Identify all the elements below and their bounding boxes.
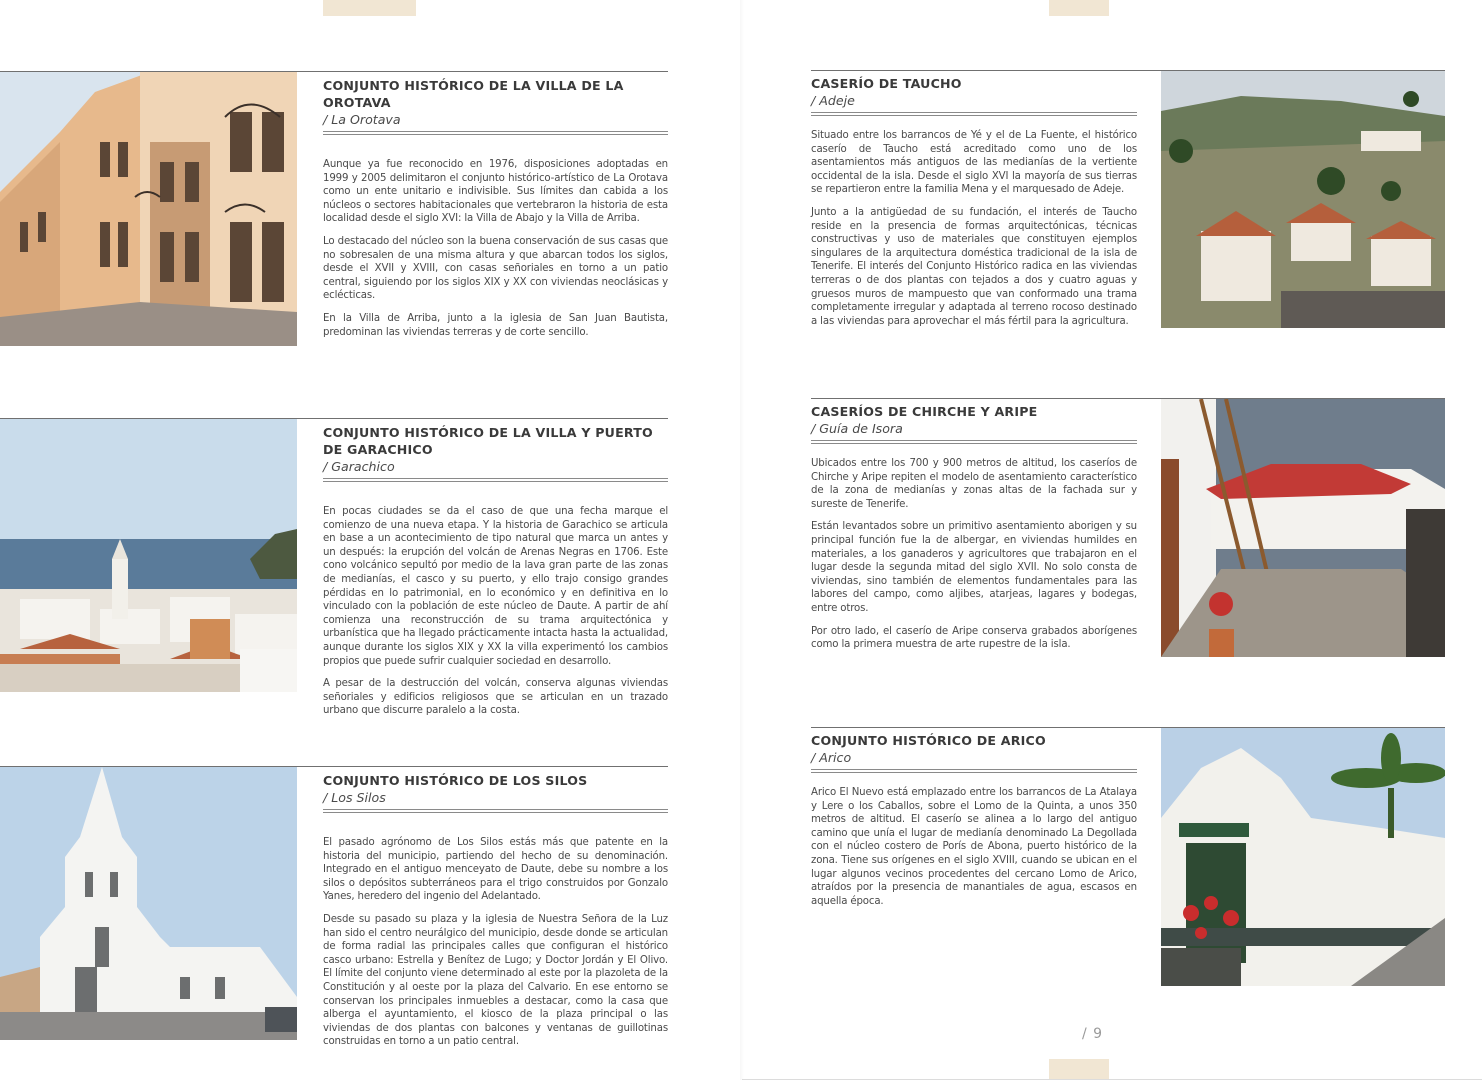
entry-location: / Garachico: [323, 459, 395, 474]
entry-arico: [811, 727, 1445, 987]
entry-location: / Arico: [811, 750, 852, 765]
title-double-rule: [323, 809, 668, 813]
entry-title: CONJUNTO HISTÓRICO DE ARICO: [811, 733, 1046, 748]
entry-text: [323, 424, 668, 718]
paragraph: Aunque ya fue reconocido en 1976, disposiciones adoptadas en 1999 y 2005 delimitaron el conjunto histórico-artístico de La Orotava como un ente unitario e indivisible. Sus límites dan cabida a los núcleos o sectores habitacionales que vertebraron la historia de esta localidad desde el siglo XVI: la Villa de Abajo y la Villa de Arriba.: [323, 159, 668, 225]
entry-title: CONJUNTO HISTÓRICO DE LA VILLA Y PUERTO DE GARACHICO: [323, 425, 653, 457]
paragraph: Junto a la antigüedad de su fundación, el interés de Taucho reside en la presencia de formas arquitectónicas, técnicas constructivas y uso de materiales que constituyen ejemplos singulares de la arquitectura doméstica tradicional de la isla de Tenerife. El interés del Conjunto Histórico radica en las viviendas terreras o de dos plantas con tejados a dos y cuatro aguas y gruesos muros de mampuesto que van conformado una trama completamente irregular y adaptada al terreno rocoso destinado a las viviendas para aprovechar el más fértil para la agricultura.: [811, 206, 1137, 327]
entry-location: / Los Silos: [323, 790, 386, 805]
entry-text: [323, 77, 668, 339]
title-double-rule: [811, 112, 1137, 116]
title-double-rule: [323, 131, 668, 135]
paragraph: Están levantados sobre un primitivo asentamiento aborigen y su principal función fue la de albergar, en viviendas humildes en materiales, a los ganaderos y agricultores que trabajaron en el lugar desde la segunda mitad del siglo XVII. No solo consta de viviendas, sino también de elementos fundamentales para las labores del campo, como aljibes, atarjeas, lagares y bodegas, entre otros.: [811, 521, 1137, 614]
paragraph: Situado entre los barrancos de Yé y el de La Fuente, el histórico caserío de Taucho está acreditado como uno de los asentamientos más antiguos de las medianías de la vertiente occidental de la isla. Desde el siglo XVI la mayoría de sus tierras se repartieron entre la familia Mena y el marquesado de Adeje.: [811, 130, 1137, 196]
entry-title: CONJUNTO HISTÓRICO DE LOS SILOS: [323, 773, 588, 788]
photo-taucho: [1161, 71, 1445, 328]
entry-taucho: [811, 70, 1445, 330]
entry-location: / La Orotava: [323, 112, 401, 127]
entry-text: [811, 403, 1137, 652]
photo-chirche-aripe: [1161, 399, 1445, 657]
photo-los-silos: [0, 767, 297, 1040]
photo-arico: [1161, 728, 1445, 986]
paragraph: En la Villa de Arriba, junto a la iglesia de San Juan Bautista, predominan las viviendas terreras y de corte sencillo.: [323, 312, 668, 338]
title-double-rule: [811, 440, 1137, 444]
entry-text: [811, 75, 1137, 328]
page-number: / 9: [1082, 1026, 1104, 1042]
title-double-rule: [811, 769, 1137, 773]
entry-text: [811, 732, 1137, 908]
paragraph: En pocas ciudades se da el caso de que una fecha marque el comienzo de una nueva etapa. Y la historia de Garachico se articula en base a un acontecimiento de tipo natural que marca un antes y un después: la erupción del volcán de Arenas Negras en 1706. Este cono volcánico sepultó por medio de la lava gran parte de las zonas de medianías, el casco y su puerto, y ello trajo consigo grandes pérdidas en lo patrimonial, en lo económico y en definitiva en lo vinculado con la población de este núcleo de Daute. A partir de ahí comienza una reconstrucción de su trama arquitectónica y urbanística que ha llegado prácticamente intacta hasta la actualidad, aunque durante los siglos XIX y XX la villa experimentó los cambios propios que puede sufrir cualquier sociedad en desarrollo.: [323, 506, 668, 667]
photo-la-orotava: [0, 72, 297, 346]
paragraph: Arico El Nuevo está emplazado entre los barrancos de La Atalaya y Lere o los Caballos, sobre el Lomo de la Quinta, a unos 350 metros de altitud. El caserío se alinea a lo largo del antiguo camino que unía el lugar de medianía denominado La Degollada con el núcleo costero de Porís de Abona, puerto histórico de la zona. Tiene sus orígenes en el siglo XVIII, cuando se ubican en el lugar algunos vecinos procedentes del cercano Lomo de Arico, atraídos por la presencia de manantiales de agua, escasos en aquella época.: [811, 787, 1137, 907]
entry-la-orotava: [0, 71, 668, 346]
photo-garachico: [0, 419, 297, 692]
entry-chirche-aripe: [811, 398, 1445, 660]
paragraph: Ubicados entre los 700 y 900 metros de altitud, los caseríos de Chirche y Aripe repiten el modelo de asentamiento característico de la zona de medianías y zonas altas de la fachada sur y sureste de Tenerife.: [811, 458, 1137, 510]
top-tab-right: [1049, 0, 1109, 16]
entry-location: / Guía de Isora: [811, 421, 903, 436]
entry-los-silos: [0, 766, 668, 1056]
paragraph: A pesar de la destrucción del volcán, conserva algunas viviendas señoriales y edificios religiosos que se articulan en un trazado urbano que discurre paralelo a la costa.: [323, 678, 668, 717]
paragraph: El pasado agrónomo de Los Silos estás más que patente en la historia del municipio, partiendo del hecho de su denominación. Integrado en el antiguo menceyato de Daute, debe su nombre a los silos o depósitos subterráneos para el trigo construidos por Gonzalo Yanes, heredero del ingenio del Adelantado.: [323, 837, 668, 903]
entry-title: CONJUNTO HISTÓRICO DE LA VILLA DE LA OROTAVA: [323, 78, 624, 110]
spine-divider: [740, 0, 744, 1080]
paragraph: Lo destacado del núcleo son la buena conservación de sus casas que no sobresalen de una misma altura y que abarcan todos los siglos, desde el XVII y XVIII, con casas señoriales en torno a un patio central, siguiendo por los siglos XIX y XX con viviendas neoclásicas y eclécticas.: [323, 235, 668, 302]
entry-title: CASERÍOS DE CHIRCHE Y ARIPE: [811, 404, 1038, 419]
entry-garachico: [0, 418, 668, 718]
entry-text: [323, 772, 668, 1049]
paragraph: Desde su pasado su plaza y la iglesia de Nuestra Señora de la Luz han sido el centro neurálgico del municipio, desde donde se articulan de forma radial las principales calles que configuran el histórico casco urbano: Estrella y Benítez de Lugo; y Doctor Jordán y El Olivo. El límite del conjunto viene determinado al este por la plazoleta de la Constitución y al oeste por la plaza del Calvario. En ese entorno se conservan los principales inmuebles a destacar, como la casa que alberga el ayuntamiento, el kiosco de la plaza principal o las viviendas de dos plantas con balcones y ventanas de guillotinas construidas en torno a un patio central.: [323, 913, 668, 1048]
top-tab-left: [323, 0, 416, 16]
entry-location: / Adeje: [811, 93, 855, 108]
paragraph: Por otro lado, el caserío de Aripe conserva grabados aborígenes como la primera muestra de arte rupestre de la isla.: [811, 625, 1137, 651]
bottom-tab-right: [1049, 1059, 1109, 1080]
title-double-rule: [323, 478, 668, 482]
entry-title: CASERÍO DE TAUCHO: [811, 76, 962, 91]
